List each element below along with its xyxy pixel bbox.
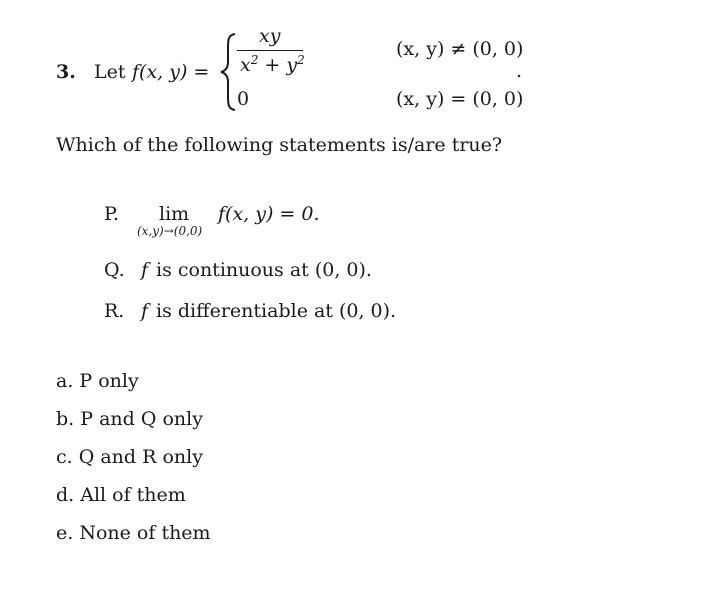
option-text: P and Q only <box>80 408 203 430</box>
limit-subscript: (x,y)→(0,0) <box>137 224 203 238</box>
option-letter: e. <box>56 522 74 544</box>
option-text: All of them <box>80 484 186 506</box>
case1-condition: (x, y) ≠ (0, 0) <box>396 38 524 60</box>
statement-q-f: f <box>141 259 149 281</box>
option-letter: d. <box>56 484 75 506</box>
statement-q-label: Q. <box>104 259 125 281</box>
question-number: 3. <box>56 61 76 83</box>
option-letter: c. <box>56 446 73 468</box>
case1-denominator: $x^2 + y^2$ <box>240 53 305 76</box>
trailing-period: . <box>516 60 523 82</box>
option-text: None of them <box>79 522 211 544</box>
option-c <box>56 446 203 468</box>
option-text: P only <box>79 370 139 392</box>
case1-numerator: xy <box>259 25 281 47</box>
statement-p-expr: f(x, y) = 0. <box>218 203 320 225</box>
limit-operator: lim <box>159 203 190 225</box>
option-d <box>56 484 186 506</box>
statement-q-text: is continuous at (0, 0). <box>156 259 372 281</box>
question-prompt: Which of the following statements is/are true? <box>56 134 503 156</box>
case2-condition: (x, y) = (0, 0) <box>396 88 524 110</box>
function-lhs: f(x, y) = <box>132 61 210 83</box>
question-intro: Let <box>94 61 126 83</box>
option-text: Q and R only <box>78 446 203 468</box>
fraction-bar <box>237 50 303 51</box>
option-a <box>56 370 139 392</box>
piecewise-brace <box>218 32 238 112</box>
statement-r-f: f <box>141 300 149 322</box>
option-e <box>56 522 211 544</box>
statement-r-label: R. <box>104 300 125 322</box>
option-letter: a. <box>56 370 74 392</box>
case2-value: 0 <box>237 88 250 110</box>
statement-p-label: P. <box>104 203 119 225</box>
option-letter: b. <box>56 408 75 430</box>
option-b <box>56 408 203 430</box>
statement-r-text: is differentiable at (0, 0). <box>156 300 397 322</box>
